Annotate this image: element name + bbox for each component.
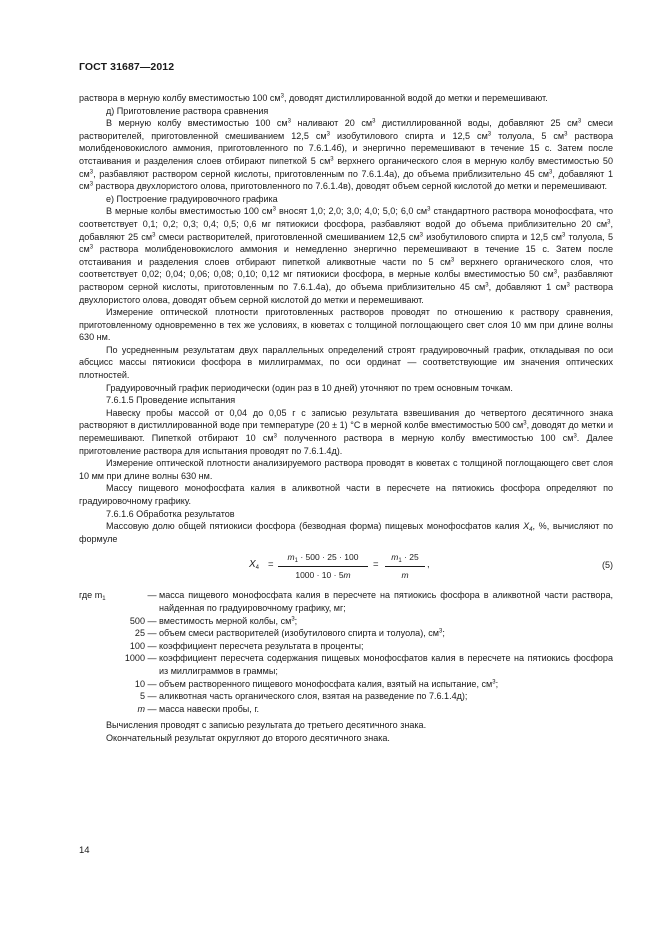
fraction-1-denominator: 1000 · 10 · 5m [295, 569, 351, 580]
paragraph: Массу пищевого монофосфата калия в аликвотной части в пересчете на пятиокись фосфора определяют по градуировочному графику. [79, 483, 613, 506]
legend-dash: — [147, 590, 157, 601]
document-body [79, 92, 613, 745]
legend-key: 25 [134, 628, 145, 639]
paragraph: Навеску пробы массой от 0,04 до 0,05 г с записью результата взвешивания до четвертого десятичного знака растворяют в дистиллированной воде при температуре (20 ± 1) °С в мерной колбе вместимостью 500 $см^3$, доводят до метки и перемешивают. Пипеткой отбирают 10 $см^3$ полученного раствора в мерную колбу вместимостью 100 $см^3$. Далее приготовление раствора для испытания проводят по 7.6.1.4д). [79, 407, 614, 456]
paragraph: Вычисления проводят с записью результата до третьего десятичного знака. [106, 720, 427, 731]
legend-key: 100 [129, 640, 145, 651]
legend-item [79, 690, 613, 703]
legend-dash: — [147, 653, 157, 664]
legend-dash: — [147, 703, 157, 714]
legend-item [79, 589, 613, 614]
section-heading: 7.6.1.5 Проведение испытания [106, 395, 236, 406]
fraction-1-numerator: $m_1 \cdot 500 \cdot 25 \cdot 100$ [278, 551, 368, 567]
legend-text: объем растворенного пищевого монофосфата калия, взятый на испытание, $см^3$; [159, 678, 499, 689]
equals-sign: = [373, 559, 379, 571]
legend-text: масса навески пробы, г. [159, 703, 260, 714]
fraction-1 [278, 551, 368, 581]
paragraph: Градуировочный график периодически (один раз в 10 дней) уточняют по трем основным точкам. [106, 382, 513, 393]
legend-dash: — [147, 640, 157, 651]
legend-text: коэффициент пересчета результата в проценты; [159, 640, 364, 651]
fraction-2-denominator: m [401, 569, 409, 580]
paragraph: Измерение оптической плотности приготовленных растворов проводят по отношению к раствору сравнения, приготовленному одновременно в тех же условиях, в кюветах с толщиной поглощающего свет слоя 10 мм при длине волны 630 нм. [79, 307, 613, 343]
legend-dash: — [147, 628, 157, 639]
legend-dash: — [147, 691, 157, 702]
document-header: ГОСТ 31687—2012 [79, 61, 175, 73]
fraction-2 [385, 551, 425, 581]
legend-key: 10 [134, 678, 145, 689]
paragraph: По усредненным результатам двух параллельных определений строят градуировочный график, откладывая по оси абсцисс массы пятиокиси фосфора в миллиграммах, по оси ординат — соответствующие им значения оптических плотностей. [79, 344, 613, 381]
section-heading: 7.6.1.6 Обработка результатов [106, 508, 235, 519]
fraction-2-numerator: $m_1 \cdot 25$ [385, 551, 425, 567]
legend-text: коэффициент пересчета содержания пищевых монофосфатов калия в пересчете на пятиокись фосфора из миллиграммов в граммы; [159, 653, 613, 676]
paragraph: В мерные колбы вместимостью 100 $см^3$ вносят 1,0; 2,0; 3,0; 4,0; 5,0; 6,0 $см^3$ стандартного раствора монофосфата, что соответствует 0,1; 0,2; 0,3; 0,4; 0,5; 0,6 мг пятиокиси фосфора, разбавляют водой до объема приблизительно 20 $см^3$, добавляют 25 $см^3$ смеси растворителей, приготовленной смешиванием 12,5 $см^3$ изобутилового спирта и 12,5 $см^3$ толуола, 5 $см^3$ раствора молибденовокислого аммония и немедленно энергично перемешивают в течение 15 с. Затем после отстаивания и разделения слоев отбирают пипеткой аликвотные части по 5 $см^3$ верхнего органического слоя, что соответствует 0,02; 0,04; 0,06; 0,08; 0,10; 0,12 мг пятиокиси фосфора, в мерные колбы вместимостью 50 $см^3$, разбавляют раствором серной кислоты, приготовленным по 7.6.1.4а), до объема приблизительно 45 $см^3$, добавляют 1 $см^3$ раствора двухлористого олова, доводят объем серной кислотой до метки и перемешивают. [79, 206, 614, 305]
legend-key: m [137, 703, 145, 714]
paragraph: Массовую долю общей пятиокиси фосфора (безводная форма) пищевых монофосфатов калия $X_4$, %, вычисляют по формуле [79, 521, 613, 544]
formula-5 [79, 547, 613, 585]
page-number: 14 [79, 845, 90, 856]
legend-key: 500 [129, 615, 145, 626]
legend-item [79, 615, 613, 628]
paragraph: В мерную колбу вместимостью 100 $см^3$ наливают 20 $см^3$ дистиллированной воды, добавляют 25 $см^3$ смеси растворителей, приготовленной смешиванием 12,5 $см^3$ изобутилового спирта и 12,5 $см^3$ толуола, 5 $см^3$ раствора молибденовокислого аммония, приготовленного по 7.6.1.4б), и энергично перемешивают в течение 15 с. Затем после отстаивания и разделения слоев отбирают пипеткой 5 $см^3$ верхнего органического слоя в мерную колбу вместимостью 50 $см^3$, разбавляют раствором серной кислоты, приготовленным по 7.6.1.4а), до объема приблизительно 45 $см^3$, добавляют 1 $см^3$ раствора двухлористого олова, приготовленного по 7.6.1.4в), доводят объем серной кислотой до метки и перемешивают. [79, 118, 613, 192]
paragraph: раствора в мерную колбу вместимостью 100 $см^3$, доводят дистиллированной водой до метки и перемешивают. [79, 93, 548, 103]
variable-x4: $X_4$ [523, 521, 533, 534]
legend-text: аликвотная часть органического слоя, взятая на разведение по 7.6.1.4д); [159, 691, 468, 702]
legend-item [79, 640, 613, 653]
legend-key: где $m_1$ [79, 590, 106, 603]
section-heading: д) Приготовление раствора сравнения [106, 105, 269, 116]
legend-dash: — [147, 615, 157, 626]
legend-key: 5 [139, 691, 145, 702]
formula-lhs: $X_4$ [249, 559, 260, 572]
legend-text: масса пищевого монофосфата калия в пересчете на пятиокись фосфора в аликвотной части раствора, найденная по градуировочному графику, мг; [159, 590, 613, 613]
legend-item [79, 627, 613, 640]
legend-key: 1000 [124, 653, 145, 664]
section-heading: е) Построение градуировочного графика [106, 193, 278, 204]
formula-comma: , [427, 559, 430, 571]
equals-sign: = [268, 559, 274, 571]
paragraph: Окончательный результат округляют до второго десятичного знака. [106, 732, 390, 743]
formula-number: (5) [602, 560, 613, 571]
legend-dash: — [147, 678, 157, 689]
legend-text: объем смеси растворителей (изобутилового спирта и толуола), $см^3$; [159, 628, 445, 639]
paragraph: Измерение оптической плотности анализируемого раствора проводят в кюветах с толщиной поглощающего свет слоя 10 мм при длине волны 630 нм. [79, 458, 613, 481]
legend-item [79, 678, 613, 691]
legend-item [79, 652, 613, 677]
formula-legend [79, 589, 613, 715]
legend-item [79, 703, 613, 716]
legend-text: вместимость мерной колбы, $см^3$; [159, 615, 298, 626]
